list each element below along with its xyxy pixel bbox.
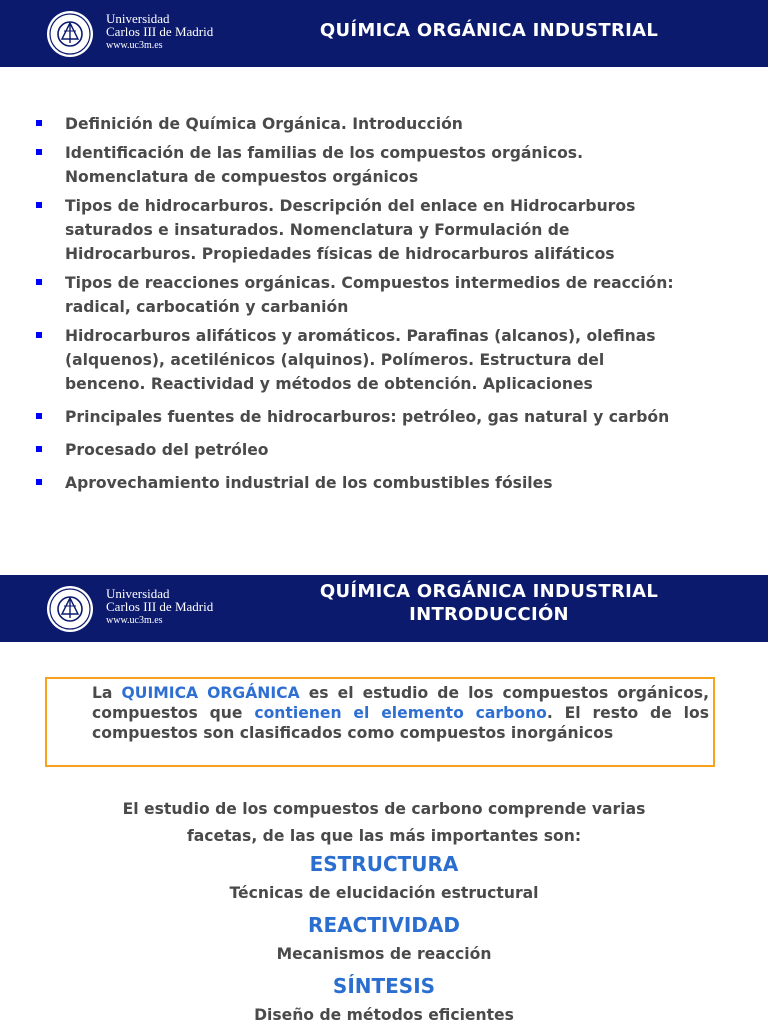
university-seal-icon xyxy=(44,9,96,59)
topic-list xyxy=(34,112,740,500)
university-website: www.uc3m.es xyxy=(106,615,163,626)
university-name: Universidad Carlos III de Madrid xyxy=(106,11,214,39)
topic-item: Procesado del petróleo xyxy=(34,438,740,462)
facet-title: REACTIVIDAD xyxy=(308,913,460,937)
topic-item: Tipos de hidrocarburos. Descripción del enlace en Hidrocarburos saturados e insaturados. Nomenclatura y Formulación de Hidrocarburos. Propiedades físicas de hidrocarburos alifáticos xyxy=(34,194,740,266)
square-bullet-icon xyxy=(36,279,42,285)
university-seal-icon xyxy=(44,584,96,634)
topic-item: Tipos de reacciones orgánicas. Compuestos intermedios de reacción: radical, carbocatión y carbanión xyxy=(34,271,740,319)
topic-item: Principales fuentes de hidrocarburos: petróleo, gas natural y carbón xyxy=(34,405,740,429)
facet-title: SÍNTESIS xyxy=(332,974,436,998)
slide-2-header xyxy=(0,575,768,642)
facet-subtitle: Diseño de métodos eficientes xyxy=(254,1006,514,1024)
university-logo xyxy=(44,8,224,60)
slide-2-title: QUÍMICA ORGÁNICA INDUSTRIAL INTRODUCCIÓN xyxy=(319,581,659,625)
university-logo xyxy=(44,583,224,635)
study-intro: El estudio de los compuestos de carbono comprende varias facetas, de las que las más importantes son: xyxy=(122,800,646,845)
slide-1-title: QUÍMICA ORGÁNICA INDUSTRIAL xyxy=(319,20,659,41)
definition-box xyxy=(45,677,715,767)
square-bullet-icon xyxy=(36,446,42,452)
university-name: Universidad Carlos III de Madrid xyxy=(106,586,214,614)
square-bullet-icon xyxy=(36,149,42,155)
highlight-phrase: contienen el elemento carbono xyxy=(254,704,547,722)
university-website: www.uc3m.es xyxy=(106,40,163,51)
facet-title: ESTRUCTURA xyxy=(309,852,459,876)
square-bullet-icon xyxy=(36,479,42,485)
square-bullet-icon xyxy=(36,413,42,419)
highlight-term: QUIMICA ORGÁNICA xyxy=(121,684,300,702)
facet-subtitle: Mecanismos de reacción xyxy=(276,945,492,963)
facet-subtitle: Técnicas de elucidación estructural xyxy=(229,884,539,902)
square-bullet-icon xyxy=(36,202,42,208)
definition-text: La QUIMICA ORGÁNICA es el estudio de los compuestos orgánicos, compuestos que contienen el elemento carbono. El resto de los compuestos son clasificados como compuestos inorgánicos xyxy=(92,684,710,742)
square-bullet-icon xyxy=(36,332,42,338)
topic-item: Definición de Química Orgánica. Introducción xyxy=(34,112,740,136)
topic-item: Identificación de las familias de los compuestos orgánicos. Nomenclatura de compuestos orgánicos xyxy=(34,141,740,189)
topic-item: Hidrocarburos alifáticos y aromáticos. Parafinas (alcanos), olefinas (alquenos), acetilénicos (alquinos). Polímeros. Estructura del benceno. Reactividad y métodos de obtención. Aplicaciones xyxy=(34,324,740,396)
square-bullet-icon xyxy=(36,120,42,126)
slide-1-header xyxy=(0,0,768,67)
topic-item: Aprovechamiento industrial de los combustibles fósiles xyxy=(34,471,740,495)
